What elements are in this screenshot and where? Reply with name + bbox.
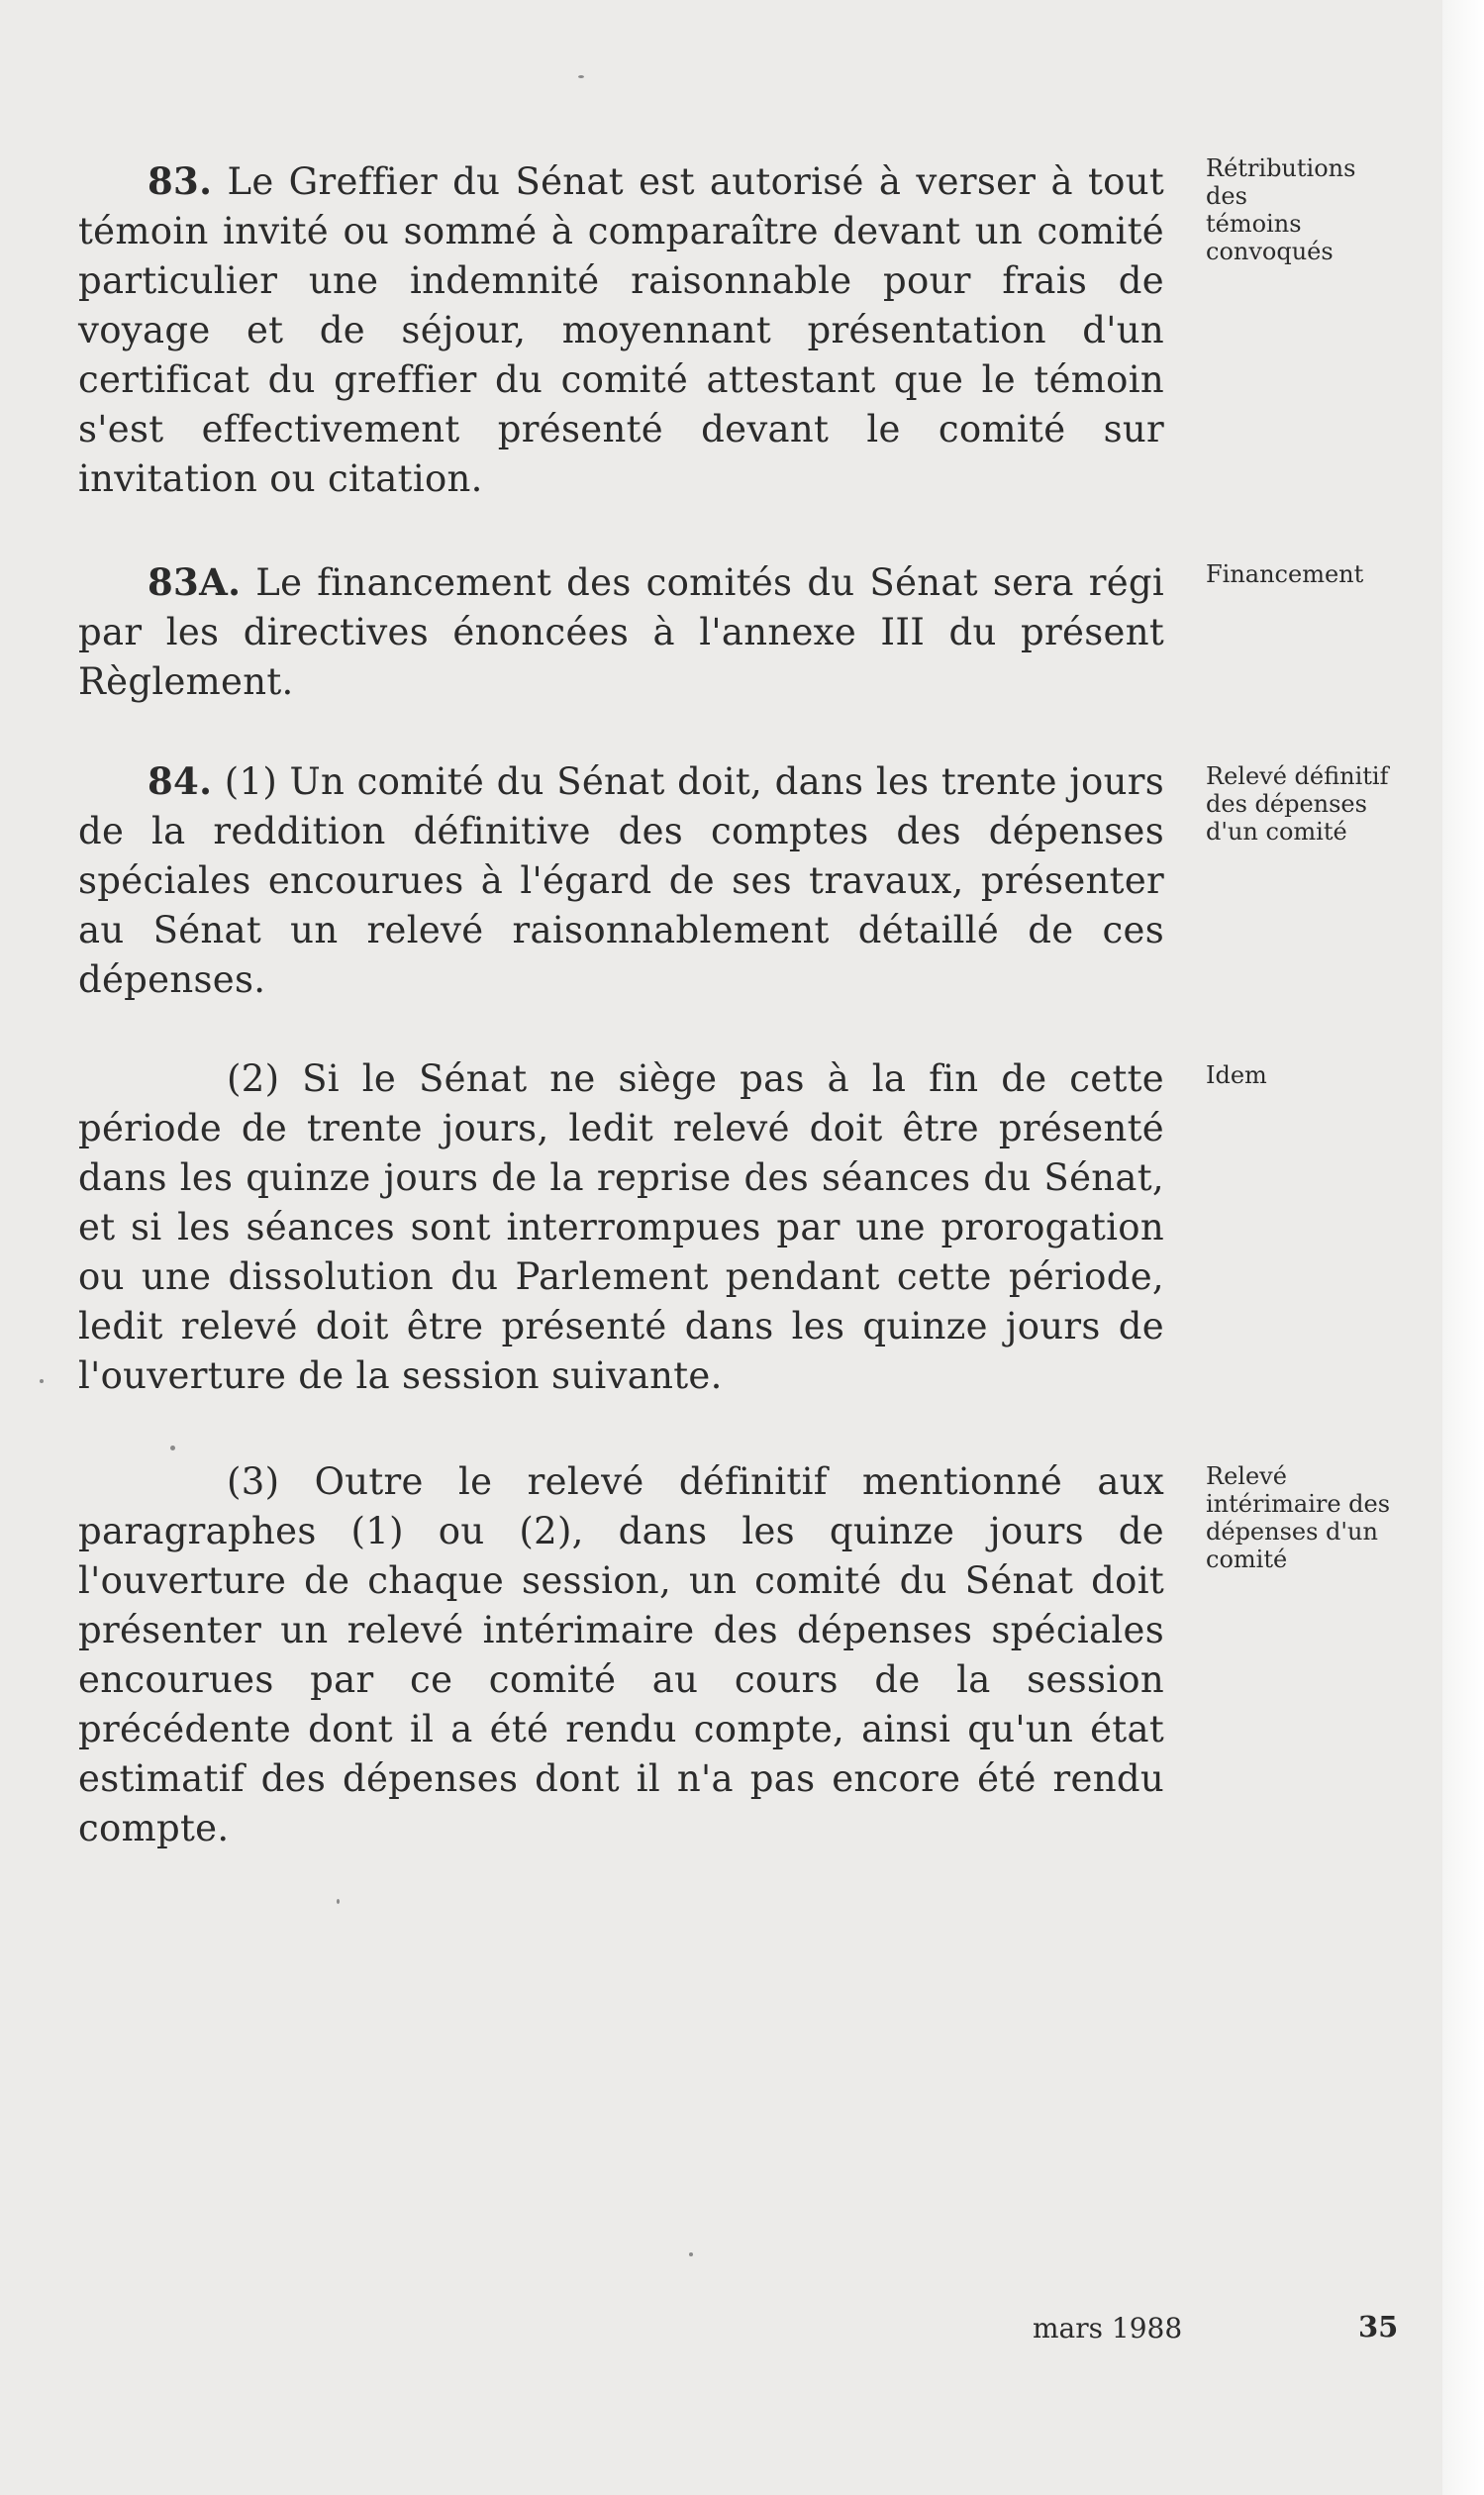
margin-note-idem: Idem bbox=[1206, 1061, 1267, 1089]
section-84-3 bbox=[78, 1457, 1164, 1853]
scan-speck bbox=[689, 2252, 693, 2256]
section-text: (2) Si le Sénat ne siège pas à la fin de cette période de trente jours, ledit relevé doit être présenté dans les quinze jours de la reprise des séances du Sénat, et si les séances sont interrompues par une prorogation ou une dissolution du Parlement pendant cette période, ledit relevé doit être présenté dans les quinze jours de l'ouverture de la session suivante. bbox=[78, 1057, 1164, 1397]
section-text: Le Greffier du Sénat est autorisé à verser à tout témoin invité ou sommé à comparaître devant un comité particulier une indemnité raisonnable pour frais de voyage et de séjour, moyennant présentation d'un certificat du greffier du comité attestant que le témoin s'est effectivement présenté devant le comité sur invitation ou citation. bbox=[78, 160, 1164, 500]
margin-note-releve-interimaire: Relevé intérimaire des dépenses d'un comité bbox=[1206, 1462, 1391, 1573]
scan-speck bbox=[578, 75, 584, 78]
section-number: 83A. bbox=[148, 560, 242, 604]
section-83a bbox=[78, 557, 1164, 707]
section-84-2 bbox=[78, 1054, 1164, 1401]
section-number: 83. bbox=[148, 159, 213, 203]
margin-note-financement: Financement bbox=[1206, 560, 1364, 588]
margin-note-releve-definitif: Relevé définitif des dépenses d'un comité bbox=[1206, 762, 1389, 846]
page-edge bbox=[1442, 0, 1484, 2495]
section-text: (3) Outre le relevé définitif mentionné aux paragraphes (1) ou (2), dans les quinze jours de l'ouverture de chaque session, un comité du Sénat doit présenter un relevé intérimaire des dépenses spéciales encourues par ce comité au cours de la session précédente dont il a été rendu compte, ainsi qu'un état estimatif des dépenses dont il n'a pas encore été rendu compte. bbox=[78, 1460, 1164, 1849]
section-84-1 bbox=[78, 756, 1164, 1005]
section-text: Le financement des comités du Sénat sera régi par les directives énoncées à l'annexe III du présent Règlement. bbox=[78, 561, 1165, 703]
footer-date: mars 1988 bbox=[1033, 2312, 1183, 2345]
scan-speck bbox=[40, 1379, 44, 1383]
section-number: 84. bbox=[148, 759, 213, 803]
scan-speck bbox=[337, 1899, 340, 1904]
page-number: 35 bbox=[1358, 2310, 1399, 2344]
scan-speck bbox=[170, 1446, 175, 1450]
section-83 bbox=[78, 156, 1164, 504]
section-text: (1) Un comité du Sénat doit, dans les trente jours de la reddition définitive des comptes des dépenses spéciales encourues à l'égard de ses travaux, présenter au Sénat un relevé raisonnablement détaillé de ces dépenses. bbox=[78, 760, 1164, 1001]
margin-note-retributions: Rétributions des témoins convoqués bbox=[1206, 154, 1356, 265]
